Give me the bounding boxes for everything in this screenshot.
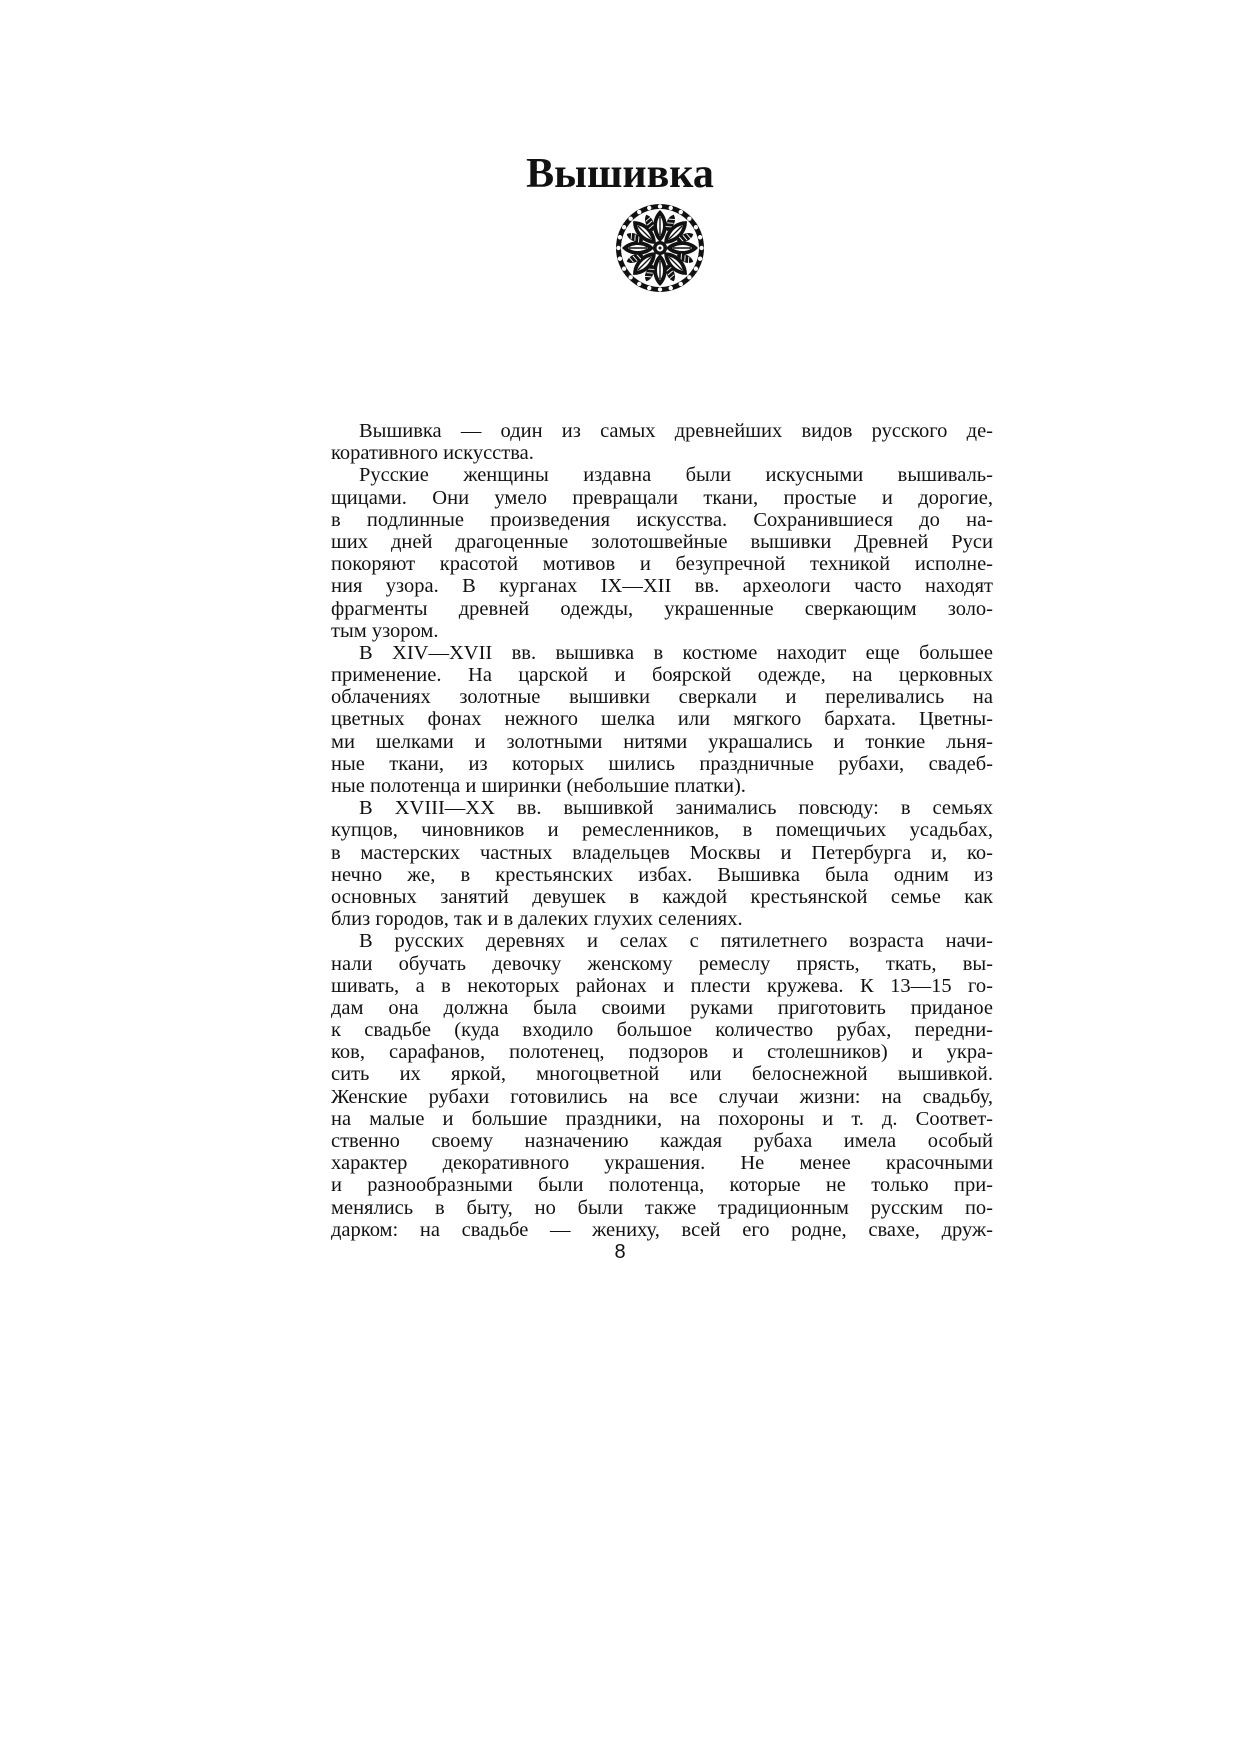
text-line: ших дней драгоценные золотошвейные вышивки Древней Руси [331,530,993,553]
text-line: коративного искусства. [331,442,534,465]
text-line: тым узором. [331,619,439,642]
text-line: ственно своему назначению каждая рубаха имела особый [331,1130,993,1152]
text-line: В русских деревнях и селах с пятилетнего возраста начи- [359,930,993,953]
text-line: ные ткани, из которых шились праздничные рубахи, свадеб- [331,752,993,775]
text-line: Женские рубахи готовились на все случаи жизни: на свадьбу, [331,1085,993,1108]
text-line: на малые и большие праздники, на похороны и т. д. Соответ- [331,1107,993,1130]
text-line: Русские женщины издавна были искусными вышиваль- [359,464,993,487]
text-line: щицами. Они умело превращали ткани, простые и дорогие, [331,486,993,509]
text-line: ков, сарафанов, полотенец, подзоров и столешников) и укра- [331,1041,993,1064]
text-line: В XVIII—XX вв. вышивкой занимались повсюду: в семьях [359,797,993,820]
text-line: В XIV—XVII вв. вышивка в костюме находит еще большее [359,641,993,664]
text-line: купцов, чиновников и ремесленников, в помещичьих усадьбах, [331,819,993,842]
text-line: ные полотенца и ширинки (небольшие платки). [331,775,746,797]
text-line: фрагменты древней одежды, украшенные сверкающим золо- [331,597,993,620]
text-line: нали обучать девочку женскому ремеслу прясть, ткать, вы- [331,952,993,975]
text-line: шивать, а в некоторых районах и плести кружева. К 13—15 го- [331,974,993,997]
text-line: дарком: на свадьбе — жениху, всей его родне, свахе, друж- [331,1218,993,1241]
paragraph [331,642,993,797]
text-line: к свадьбе (куда входило большое количество рубах, передни- [331,1019,993,1042]
text-line: дам она должна была своими руками приготовить приданое [331,996,993,1019]
text-line: ми шелками и золотными нитями украшались и тонкие льня- [331,730,993,753]
text-line: в подлинные произведения искусства. Сохранившиеся до на- [331,508,993,531]
text-line: основных занятий девушек в каждой крестьянской семье как [331,885,993,908]
text-line: и разнообразными были полотенца, которые не только при- [331,1174,993,1197]
text-line: близ городов, так и в далеких глухих селениях. [331,908,743,931]
body-text [331,420,993,1241]
page-number: 8 [614,1241,626,1263]
text-line: применение. На царской и боярской одежде, на церковных [331,664,993,687]
text-line: цветных фонах нежного шелка или мягкого бархата. Цветны- [331,708,993,731]
paragraph [331,797,993,930]
rosette-embroidery-icon [614,202,706,294]
text-line: нечно же, в крестьянских избах. Вышивка была одним из [331,863,993,886]
text-line: менялись в быту, но были также традиционным русским по- [331,1196,993,1219]
text-line: характер декоративного украшения. Не менее красочными [331,1152,993,1175]
text-line: ния узора. В курганах IX—XII вв. археологи часто находят [331,575,993,598]
text-line: в мастерских частных владельцев Москвы и Петербурга и, ко- [331,841,993,864]
paragraph [331,930,993,1241]
text-line: облачениях золотные вышивки сверкали и переливались на [331,686,993,709]
paragraph [331,420,993,464]
page-title: Вышивка [526,151,714,197]
paragraph [331,464,993,642]
text-line: покоряют красотой мотивов и безупречной техникой исполне- [331,553,993,576]
text-line: сить их яркой, многоцветной или белоснежной вышивкой. [331,1063,993,1086]
text-line: Вышивка — один из самых древнейших видов русского де- [359,420,993,442]
